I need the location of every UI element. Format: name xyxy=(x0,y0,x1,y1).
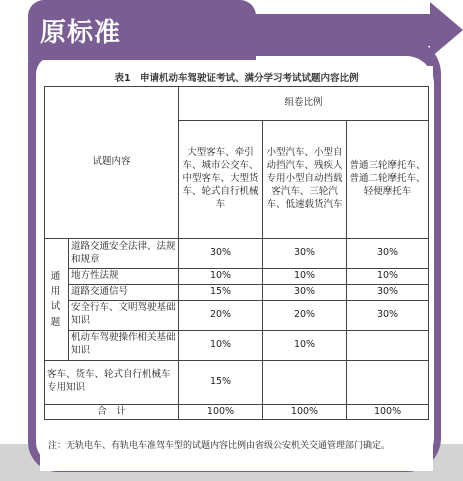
total-cell: 100% xyxy=(179,404,263,420)
row-name: 道路交通安全法律、法规和规章 xyxy=(69,239,179,269)
ratio-cell xyxy=(263,360,347,404)
ratio-cell: 15% xyxy=(179,360,263,404)
ratio-cell: 30% xyxy=(347,239,429,269)
total-cell: 100% xyxy=(263,404,347,420)
ratio-cell xyxy=(347,360,429,404)
ratio-cell: 30% xyxy=(179,239,263,269)
table-row xyxy=(45,330,429,360)
row-name: 机动车驾驶操作相关基础知识 xyxy=(69,330,179,360)
ratio-cell: 30% xyxy=(263,239,347,269)
ratio-cell: 10% xyxy=(263,269,347,285)
content-ratio-table xyxy=(44,86,429,420)
ratio-cell: 10% xyxy=(263,330,347,360)
column-header: 小型汽车、小型自动挡汽车、残疾人专用小型自动挡载客汽车、三轮汽车、低速载货汽车 xyxy=(263,121,347,239)
group-ratio-header: 组卷比例 xyxy=(179,87,429,121)
table-caption: 表1 申请机动车驾驶证考试、满分学习考试试题内容比例 xyxy=(114,73,359,84)
column-header: 普通三轮摩托车、普通二轮摩托车、轻便摩托车 xyxy=(347,121,429,239)
table-note: 注：无轨电车、有轨电车准驾车型的试题内容比例由省级公安机关交通管理部门确定。 xyxy=(48,441,391,451)
ratio-cell xyxy=(347,330,429,360)
ratio-cell: 30% xyxy=(263,284,347,300)
row-name: 道路交通信号 xyxy=(69,284,179,300)
content-header: 试题内容 xyxy=(45,87,179,239)
ratio-cell: 30% xyxy=(347,284,429,300)
row-name: 安全行车、文明驾驶基础知识 xyxy=(69,300,179,330)
general-group-label: 通用试题 xyxy=(45,239,69,361)
ratio-cell: 30% xyxy=(347,300,429,330)
ratio-cell: 10% xyxy=(179,330,263,360)
table-row xyxy=(45,300,429,330)
ratio-cell: 20% xyxy=(263,300,347,330)
row-name: 地方性法规 xyxy=(69,269,179,285)
table-row xyxy=(45,239,429,269)
banner-title: 原标准 xyxy=(40,18,122,48)
ratio-cell: 10% xyxy=(179,269,263,285)
table-row xyxy=(45,269,429,285)
ratio-cell: 10% xyxy=(347,269,429,285)
column-header: 大型客车、牵引车、城市公交车、中型客车、大型货车、轮式自行机械车 xyxy=(179,121,263,239)
total-label: 合 计 xyxy=(45,404,179,420)
ratio-cell: 20% xyxy=(179,300,263,330)
table-row xyxy=(45,360,429,404)
row-name: 客车、货车、轮式自行机械车专用知识 xyxy=(45,360,179,404)
arrow-right-icon xyxy=(240,0,463,60)
table-row xyxy=(45,284,429,300)
total-cell: 100% xyxy=(347,404,429,420)
document-panel xyxy=(40,66,433,471)
arrow-shape xyxy=(240,2,463,58)
ratio-cell: 15% xyxy=(179,284,263,300)
total-row xyxy=(45,404,429,420)
